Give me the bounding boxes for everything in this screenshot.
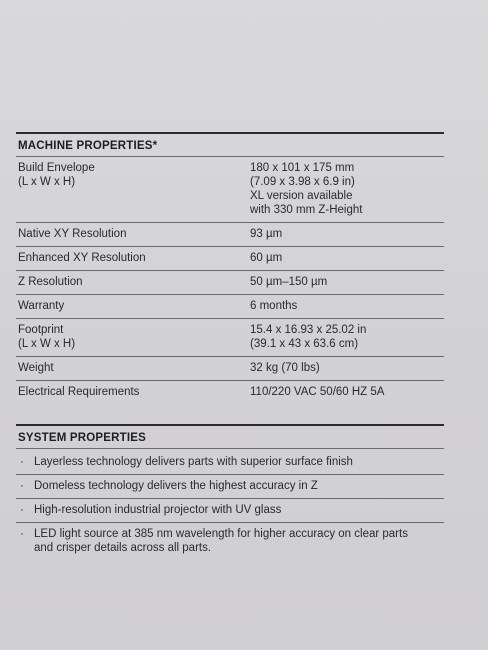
row-value: 60 µm: [250, 252, 283, 264]
table-row: [16, 381, 444, 404]
row-value: 93 µm: [250, 228, 283, 240]
row-value: 15.4 x 16.93 x 25.02 in (39.1 x 43 x 63.6 cm): [250, 324, 367, 350]
table-row: [16, 295, 444, 319]
row-label: Electrical Requirements: [18, 386, 140, 398]
list-item: [16, 451, 444, 475]
table-row: [16, 319, 444, 357]
bullet-icon: ·: [20, 480, 24, 492]
list-item-text: High-resolution industrial projector with UV glass: [34, 504, 282, 516]
machine-properties-table: [16, 156, 444, 404]
divider: [16, 448, 444, 449]
spec-sheet: [16, 132, 444, 560]
list-item-text: Layerless technology delivers parts with superior surface finish: [34, 456, 353, 468]
row-value: 110/220 VAC 50/60 HZ 5A: [250, 386, 385, 398]
table-row: [16, 271, 444, 295]
table-row: [16, 223, 444, 247]
list-item: [16, 523, 444, 560]
list-item: [16, 499, 444, 523]
system-properties-list: [16, 451, 444, 560]
bullet-icon: ·: [20, 456, 24, 468]
row-label: Enhanced XY Resolution: [18, 252, 146, 264]
system-properties-title: SYSTEM PROPERTIES: [18, 432, 147, 444]
list-item: [16, 475, 444, 499]
row-label: Warranty: [18, 300, 65, 312]
table-row: [16, 156, 444, 223]
row-label: Native XY Resolution: [18, 228, 127, 240]
row-label: Weight: [18, 362, 54, 374]
machine-properties-title: MACHINE PROPERTIES*: [18, 140, 158, 152]
table-row: [16, 357, 444, 381]
list-item-text: LED light source at 385 nm wavelength for higher accuracy on clear parts and crisper details across all parts.: [34, 528, 408, 554]
row-value: 32 kg (70 lbs): [250, 362, 320, 374]
list-item-text: Domeless technology delivers the highest accuracy in Z: [34, 480, 318, 492]
row-label: Footprint (L x W x H): [18, 324, 76, 350]
bullet-icon: ·: [20, 504, 24, 516]
table-row: [16, 247, 444, 271]
row-label: Z Resolution: [18, 276, 83, 288]
bullet-icon: ·: [20, 528, 24, 540]
row-label: Build Envelope (L x W x H): [18, 162, 95, 188]
row-value: 50 µm–150 µm: [250, 276, 328, 288]
row-value: 6 months: [250, 300, 298, 312]
row-value: 180 x 101 x 175 mm (7.09 x 3.98 x 6.9 in) XL version available with 330 mm Z-Height: [250, 162, 363, 216]
